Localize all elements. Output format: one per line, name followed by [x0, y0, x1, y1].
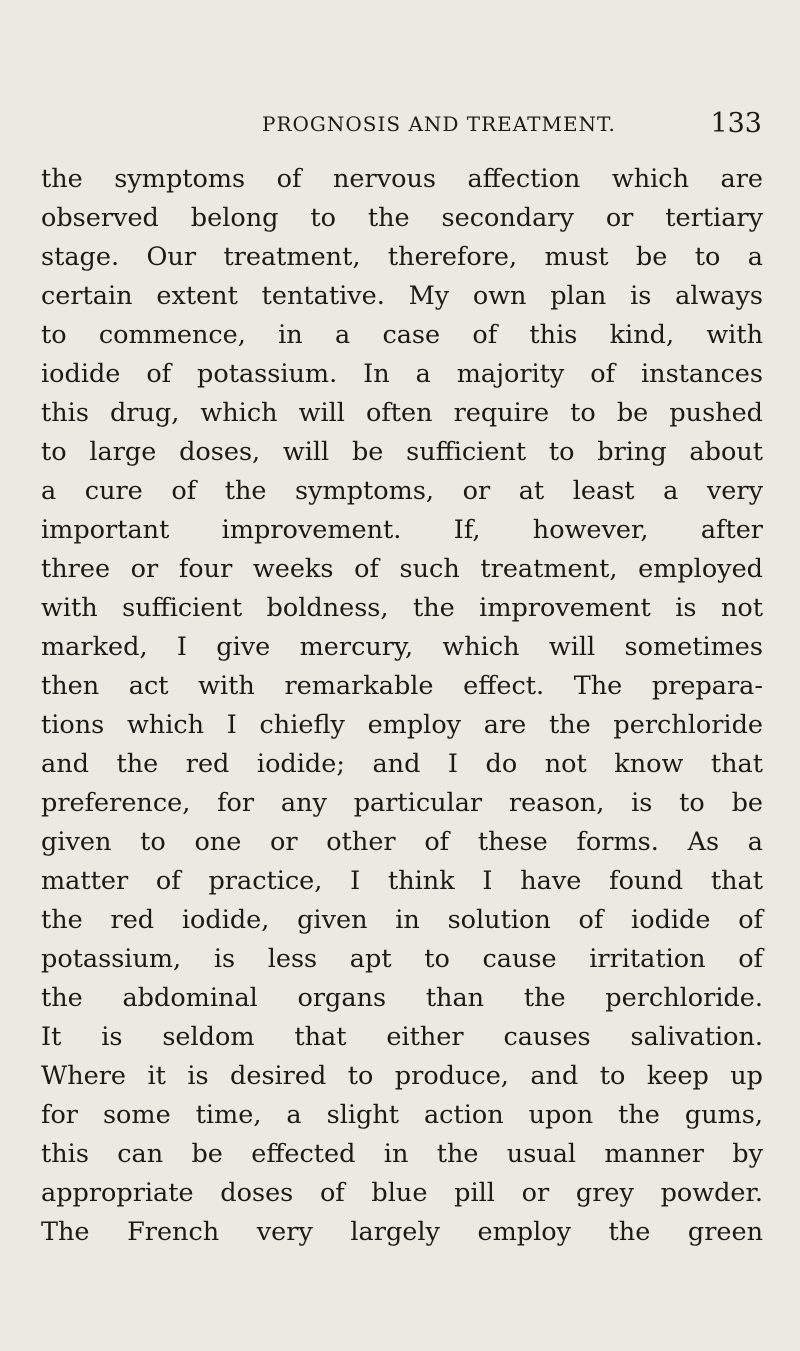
text-line: given to one or other of these forms. As a [41, 827, 763, 857]
text-line: iodide of potassium. In a majority of instances [41, 359, 763, 389]
text-line: the symptoms of nervous affection which are [41, 164, 763, 194]
text-line: the abdominal organs than the perchloride. [41, 983, 763, 1013]
running-head [262, 108, 762, 140]
text-line: this drug, which will often require to be pushed [41, 398, 763, 428]
text-line: marked, I give mercury, which will sometimes [41, 632, 763, 662]
text-line: with sufficient boldness, the improvement is not [41, 593, 763, 623]
text-line: observed belong to the secondary or tertiary [41, 203, 763, 233]
text-line: appropriate doses of blue pill or grey powder. [41, 1178, 763, 1208]
text-line: matter of practice, I think I have found that [41, 866, 763, 896]
text-line: this can be effected in the usual manner by [41, 1139, 763, 1169]
text-line: a cure of the symptoms, or at least a very [41, 476, 763, 506]
page-number: 133 [710, 108, 762, 139]
text-line: important improvement. If, however, after [41, 515, 763, 545]
text-line: the red iodide, given in solution of iodide of [41, 905, 763, 935]
text-line: potassium, is less apt to cause irritation of [41, 944, 763, 974]
text-line: stage. Our treatment, therefore, must be to a [41, 242, 763, 272]
text-line: to commence, in a case of this kind, with [41, 320, 763, 350]
running-title: PROGNOSIS AND TREATMENT. [262, 112, 616, 136]
text-line: preference, for any particular reason, is to be [41, 788, 763, 818]
text-line: to large doses, will be sufficient to bring about [41, 437, 763, 467]
text-line: and the red iodide; and I do not know that [41, 749, 763, 779]
body-text [41, 160, 763, 1252]
text-line: then act with remarkable effect. The prepara- [41, 671, 763, 701]
text-line: three or four weeks of such treatment, employed [41, 554, 763, 584]
text-line: Where it is desired to produce, and to keep up [41, 1061, 763, 1091]
text-line: certain extent tentative. My own plan is always [41, 281, 763, 311]
text-line: It is seldom that either causes salivation. [41, 1022, 763, 1052]
text-line: for some time, a slight action upon the gums, [41, 1100, 763, 1130]
text-line: The French very largely employ the green [41, 1217, 763, 1247]
text-line: tions which I chiefly employ are the perchloride [41, 710, 763, 740]
